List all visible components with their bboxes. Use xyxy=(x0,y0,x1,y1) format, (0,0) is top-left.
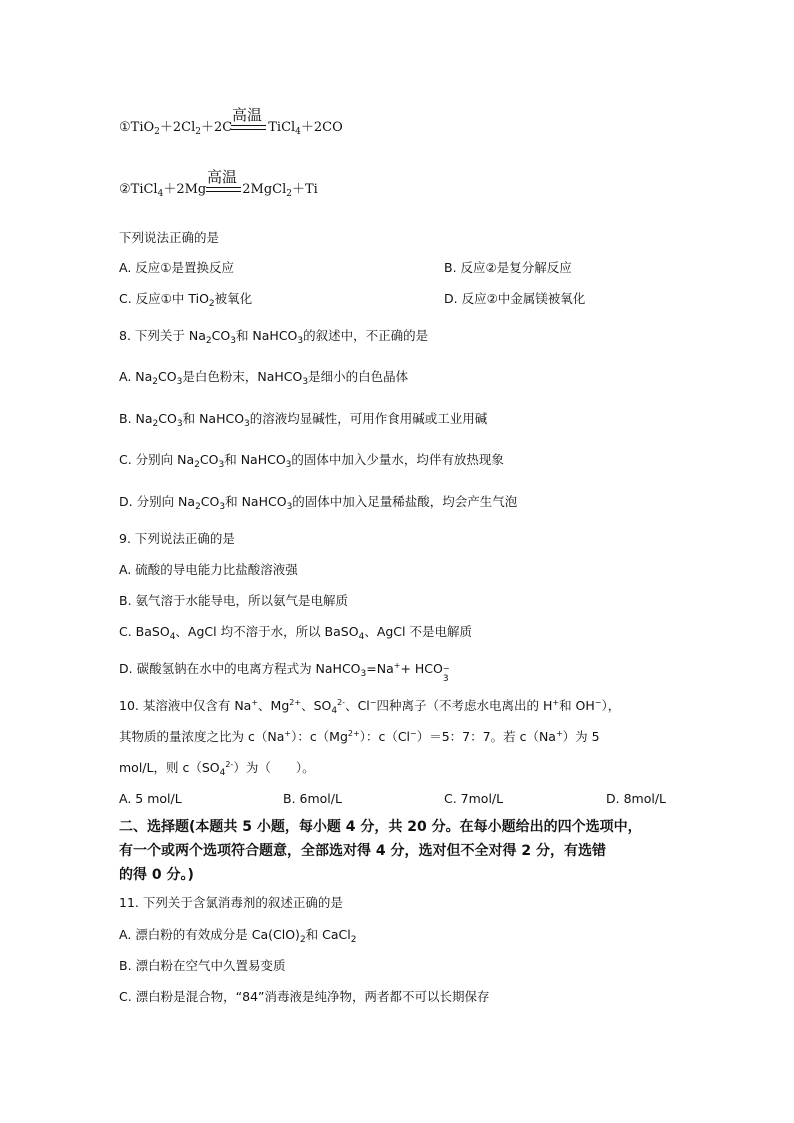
q10-option-c: C. 7mol/L xyxy=(444,791,504,806)
q10-option-b: B. 6mol/L xyxy=(283,791,342,806)
equation-2: ②TiCl$_4$＋2Mg 2MgCl$_2$＋Ti xyxy=(119,182,318,199)
q7-option-a: A. 反应①是置换反应 xyxy=(119,260,234,275)
q10-stem-line-1: 10. 某溶液中仅含有 Na+、$Mg^{2+}$、$SO_4^{2-}$、Cl−四种离子（不考虑水电离出的 H+和 OH−）， xyxy=(119,698,621,716)
q8-stem: 8. 下列关于 $Na_2CO_3$和 NaHCO$_3$的叙述中，不正确的是 xyxy=(119,328,429,346)
q11-option-a: A. 漂白粉的有效成分是 $Ca(ClO)_2$和 CaCl$_2$ xyxy=(119,927,357,945)
q8-option-a: A. $Na_2CO_3$是白色粉末，NaHCO$_3$是细小的白色晶体 xyxy=(119,369,409,387)
q10-stem-line-2: 其物质的量浓度之比为 c（Na+）：$c(Mg^{2+})$：c（Cl−）＝5：7：7。若 c（Na+）为 5 xyxy=(119,729,600,744)
q8-option-b: B. $Na_2CO_3$和 NaHCO$_3$的溶液均显碱性，可用作食用碱或工业用碱 xyxy=(119,411,488,429)
equation-1: $①TiO_2+2Cl_2+2C$ TiCl$_4$＋2CO xyxy=(119,120,343,137)
q7-option-b: B. 反应②是复分解反应 xyxy=(444,260,572,275)
equation-1-equals xyxy=(231,125,266,130)
section-2-heading-line-1: 二、选择题(本题共 5 小题，每小题 4 分，共 20 分。在每小题给出的四个选项中， xyxy=(119,819,642,835)
q9-option-d: D. 碳酸氢钠在水中的电离方程式为 NaHCO$_3$=Na++ HCO − 3 xyxy=(119,661,450,684)
q11-option-b: B. 漂白粉在空气中久置易变质 xyxy=(119,958,286,973)
q10-stem-line-3: mol/L，则 $c(SO_4^{2-})$为（ ）。 xyxy=(119,760,315,778)
equation-2-condition: 高温 xyxy=(207,168,238,186)
q7-option-c: C. 反应①中 TiO$_2$被氧化 xyxy=(119,291,253,309)
section-2-heading-line-3: 的得 0 分。) xyxy=(119,867,194,883)
q11-option-c: C. 漂白粉是混合物，“84”消毒液是纯净物，两者都不可以长期保存 xyxy=(119,989,490,1004)
q9-option-c: C. BaSO$_4$、AgCl 均不溶于水，所以 BaSO$_4$、AgCl 不是电解质 xyxy=(119,624,472,642)
equation-2-equals xyxy=(206,187,241,192)
q10-option-a: A. 5 mol/L xyxy=(119,791,182,806)
q10-option-d: D. 8mol/L xyxy=(606,791,666,806)
q9-stem: 9. 下列说法正确的是 xyxy=(119,531,235,546)
q7-option-d: D. 反应②中金属镁被氧化 xyxy=(444,291,586,306)
q8-option-c: C. 分别向 $Na_2CO_3$和 NaHCO$_3$的固体中加入少量水，均伴有放热现象 xyxy=(119,452,504,470)
q11-stem: 11. 下列关于含氯消毒剂的叙述正确的是 xyxy=(119,895,343,910)
section-2-heading-line-2: 有一个或两个选项符合题意，全部选对得 4 分，选对但不全对得 2 分，有选错 xyxy=(119,843,606,859)
q9-option-b: B. 氨气溶于水能导电，所以氨气是电解质 xyxy=(119,593,349,608)
q9-option-a: A. 硫酸的导电能力比盐酸溶液强 xyxy=(119,562,298,577)
equation-1-condition: 高温 xyxy=(232,106,263,124)
q7-stem: 下列说法正确的是 xyxy=(119,230,220,245)
q8-option-d: D. 分别向 $Na_2CO_3$和 NaHCO$_3$的固体中加入足量稀盐酸，均会产生气泡 xyxy=(119,494,518,512)
